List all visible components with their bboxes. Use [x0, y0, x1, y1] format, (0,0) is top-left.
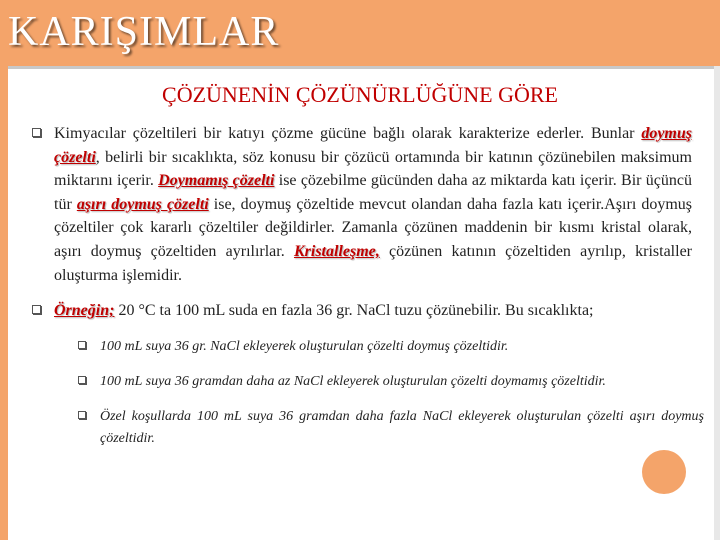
paragraph-text [54, 122, 692, 287]
slide-subtitle: ÇÖZÜNENİN ÇÖZÜNÜRLÜĞÜNE GÖRE [162, 82, 558, 107]
square-bullet-icon [32, 128, 41, 137]
square-bullet-icon [32, 305, 41, 314]
text-segment: , belirli bir sıcaklıkta, söz konusu bir çözücü ortamında bir katının çözünebilen maksimum miktarını içerir. [54, 148, 692, 190]
sub-item-text: Özel koşullarda 100 mL suya 36 gramdan daha fazla NaCl ekleyerek oluşturulan çözelti aşırı doymuş çözeltidir. [100, 408, 704, 446]
term-saturated-solution: doymuş çözelti [54, 125, 692, 166]
sub-item-text: 100 mL suya 36 gr. NaCl ekleyerek oluşturulan çözelti doymuş çözeltidir. [100, 338, 509, 354]
content-body [28, 122, 704, 450]
term-crystallization: Kristalleşme, [293, 242, 380, 260]
sub-item-text: 100 mL suya 36 gramdan daha az NaCl ekleyerek oluşturulan çözelti doymamış çözeltidir. [100, 373, 606, 389]
square-bullet-icon [78, 376, 86, 384]
text-segment: 20 °C ta 100 mL suda en fazla 36 gr. NaCl tuzu çözünebilir. Bu sıcaklıkta; [114, 302, 594, 320]
text-segment: çözünen katının çözeltiden ayrılıp, kristaller oluşturma işlemidir. [54, 242, 693, 284]
square-bullet-icon [78, 411, 86, 419]
left-accent-bar [0, 66, 8, 540]
sub-list-item [78, 371, 704, 393]
paragraph-example [28, 299, 692, 323]
right-shadow-bar [714, 66, 720, 540]
example-label: Örneğin; [54, 302, 115, 320]
term-supersaturated-solution: aşırı doymuş çözelti [76, 195, 209, 213]
paragraph-definitions [28, 122, 692, 287]
text-segment: Kimyacılar çözeltileri bir katıyı çözme gücüne bağlı olarak karakterize ederler. Bunlar [54, 125, 642, 142]
title-bar [0, 0, 720, 69]
paragraph-text [54, 299, 692, 323]
text-segment: ise, doymuş çözeltide mevcut olandan daha fazla katı içerir.Aşırı doymuş çözeltiler çok kararlı çözeltiler değildirler. Zamanla çözünen maddenin bir kısmı kristal olarak, aşırı doymuş çözeltiden ayrılırlar. [54, 195, 692, 260]
text-segment: ise çözebilme gücünden daha az miktarda katı içerir. Bir üçüncü tür [54, 172, 693, 213]
square-bullet-icon [78, 341, 86, 349]
decorative-circle [642, 450, 686, 494]
term-unsaturated-solution: Doymamış çözelti [158, 172, 275, 190]
sub-list-item [78, 336, 704, 358]
sub-list-item [78, 406, 704, 450]
slide-title: KARIŞIMLAR [8, 9, 280, 55]
